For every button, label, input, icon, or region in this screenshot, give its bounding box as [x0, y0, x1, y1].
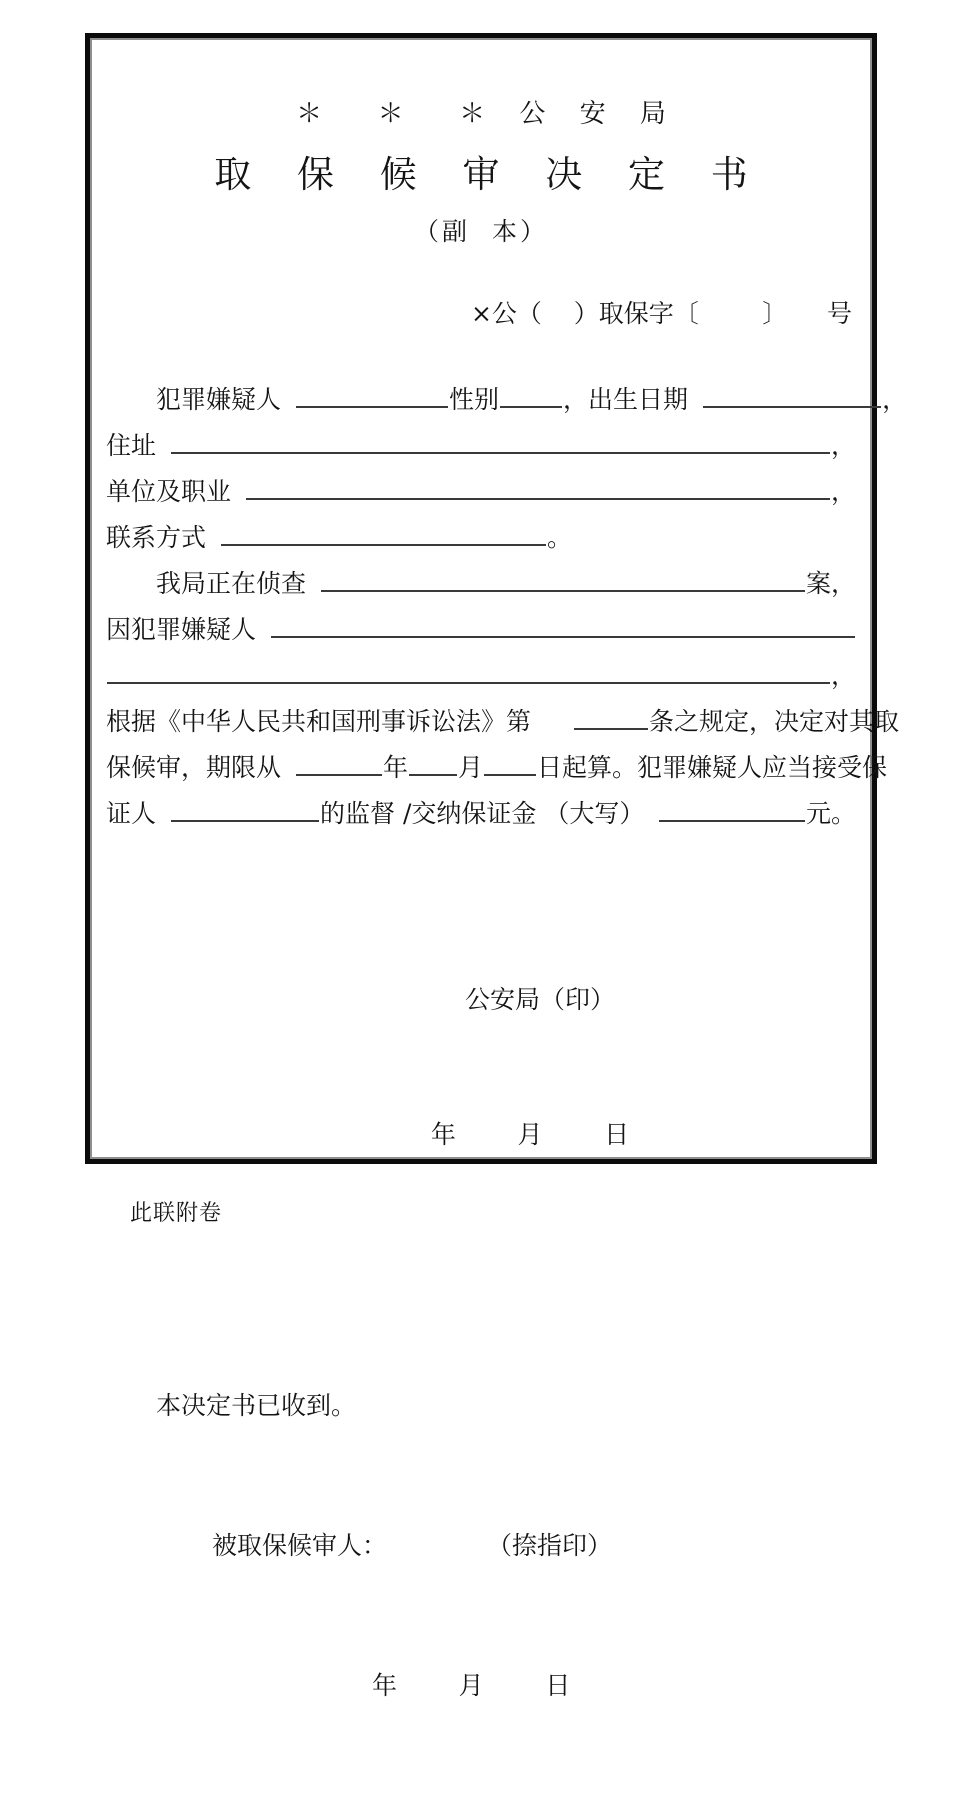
work-label: 单位及职业: [106, 477, 232, 507]
address-label: 住址: [106, 431, 157, 461]
comma-after-work: ，: [830, 477, 856, 507]
legal-basis-line: [104, 699, 900, 745]
term-day-label: 日起算。犯罪嫌疑人应当接受保: [537, 753, 888, 783]
bail-amount-blank[interactable]: [659, 793, 805, 822]
suspect-work-line: [104, 469, 858, 515]
case-suffix-label: 案，: [805, 569, 856, 599]
case-reason-line: [104, 607, 858, 653]
suspect-contact-line: [104, 515, 858, 561]
term-month-label: 月: [458, 753, 484, 783]
comma-after-reason: ，: [830, 661, 856, 691]
copy-filing-note: 此联附卷: [130, 1201, 223, 1226]
work-blank[interactable]: [246, 471, 830, 500]
page-title: 取 保 候 审 决 定 书: [214, 152, 765, 196]
suspect-name-blank[interactable]: [296, 379, 448, 408]
law-reference-suffix: 条之规定，决定对其取: [649, 707, 900, 737]
case-reason-blank-continued[interactable]: [107, 655, 830, 684]
signature-block: [104, 887, 858, 1247]
receipt-signer-row: [104, 1523, 858, 1569]
guarantor-name-blank[interactable]: [171, 793, 319, 822]
document-body-text: [104, 377, 908, 837]
suspect-sex-label: 性别: [449, 385, 500, 415]
investigating-label: 我局正在侦查: [156, 569, 307, 599]
document-number-line: ×公（ ）取保字〔 〕 号: [470, 299, 852, 329]
guarantor-suffix-label: 的监督 /交纳保证金 （大写）: [320, 799, 645, 829]
law-reference-label: 根据《中华人民共和国刑事诉讼法》第: [106, 707, 532, 737]
issuing-date-line: 年 月 日: [430, 1120, 632, 1150]
money-unit-label: 元。: [805, 799, 856, 829]
comma-after-birth: ，: [882, 385, 908, 415]
contact-label: 联系方式: [106, 523, 207, 553]
law-article-blank[interactable]: [574, 701, 648, 730]
comma-after-sex: ，: [563, 385, 589, 415]
term-day-blank[interactable]: [484, 747, 536, 776]
case-investigation-line: [104, 561, 858, 607]
case-reason-blank[interactable]: [271, 609, 855, 638]
receipt-block: [104, 1291, 858, 1801]
period-after-contact: 。: [547, 523, 573, 553]
term-month-blank[interactable]: [409, 747, 457, 776]
receipt-acknowledgement-text: 本决定书已收到。: [156, 1391, 357, 1421]
suspect-name-label: 犯罪嫌疑人: [156, 385, 282, 415]
guarantor-line: [104, 791, 858, 837]
contact-blank[interactable]: [221, 517, 546, 546]
bail-term-line: [104, 745, 888, 791]
issuing-authority-seal: 公安局（印）: [464, 985, 615, 1015]
suspect-sex-blank[interactable]: [500, 379, 562, 408]
receipt-signer-label: 被取保候审人：: [212, 1531, 388, 1561]
suspect-identity-line: [104, 377, 908, 423]
receipt-date-line: 年 月 日: [372, 1671, 573, 1701]
fingerprint-note: （捺指印）: [487, 1531, 613, 1561]
address-blank[interactable]: [171, 425, 830, 454]
term-year-blank[interactable]: [296, 747, 382, 776]
suspect-birth-blank[interactable]: [703, 379, 881, 408]
because-suspect-label: 因犯罪嫌疑人: [106, 615, 257, 645]
case-name-blank[interactable]: [321, 563, 805, 592]
term-prefix-label: 保候审，期限从: [106, 753, 282, 783]
document-subtitle-copy: （副 本）: [414, 217, 548, 247]
suspect-address-line: [104, 423, 858, 469]
issuing-organization-line: ＊ ＊ ＊ 公 安 局: [296, 99, 679, 129]
case-reason-continuation-line: [104, 653, 858, 699]
comma-after-address: ，: [830, 431, 856, 461]
suspect-birth-label: 出生日期: [588, 385, 689, 415]
term-year-label: 年: [383, 753, 409, 783]
guarantor-label: 证人: [106, 799, 157, 829]
